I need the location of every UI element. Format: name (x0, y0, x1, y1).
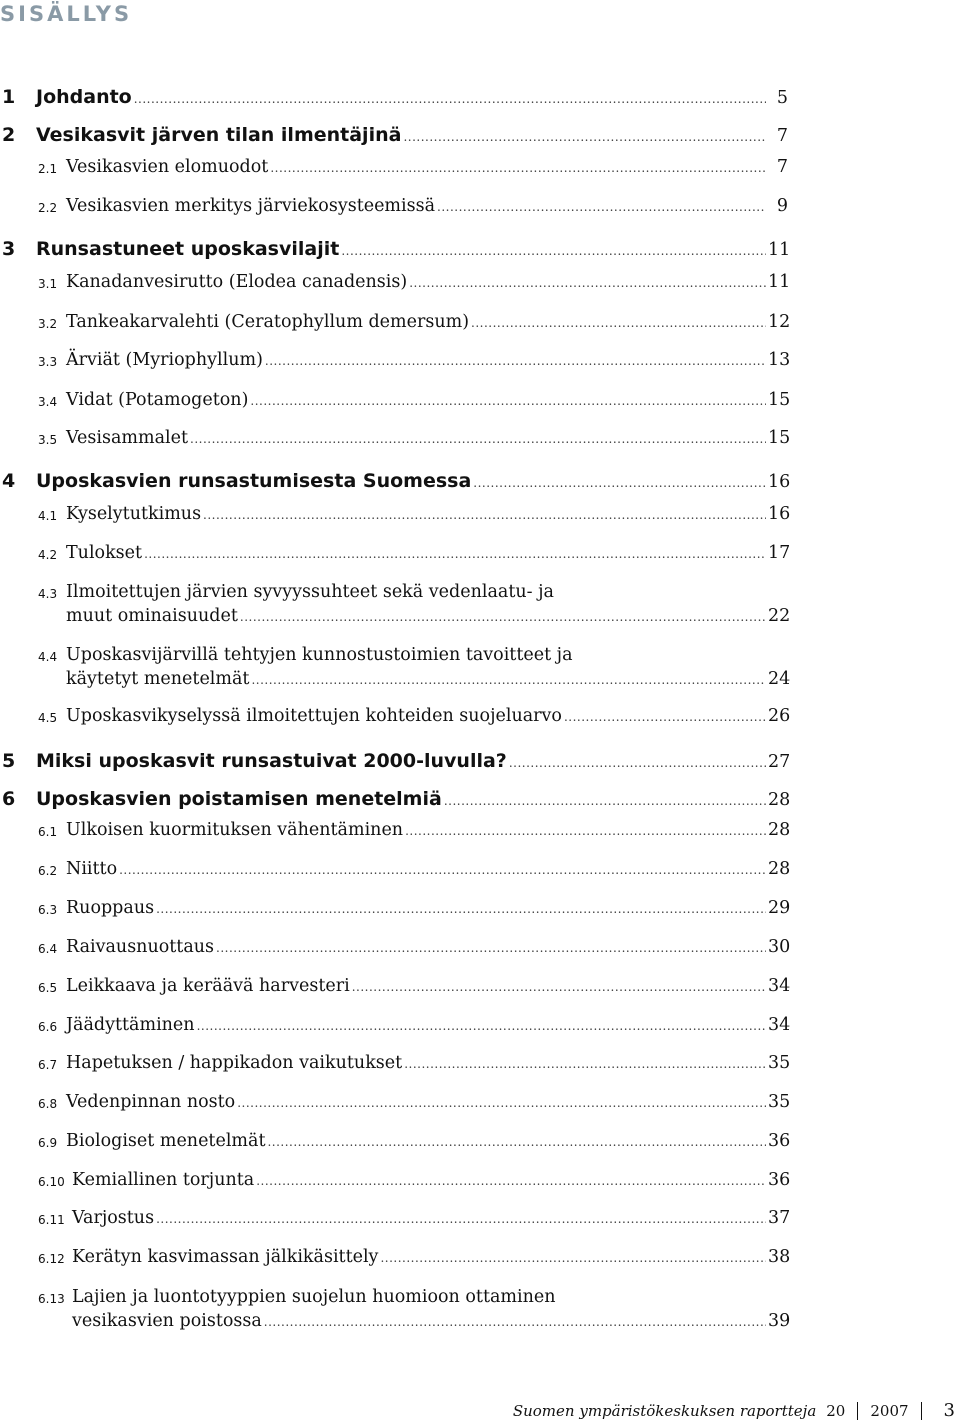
toc-entry-title: käytetyt menetelmät (66, 669, 250, 689)
dot-leader (264, 1315, 766, 1329)
toc-entry-number: 4.5 (38, 711, 58, 725)
dot-leader (267, 1135, 766, 1149)
dot-leader (265, 354, 766, 368)
toc-entry-title: Kanadanvesirutto (Elodea canadensis) (66, 272, 408, 292)
toc-entry-title: Uposkasvikyselyssä ilmoitettujen kohteiden suojeluarvo (66, 706, 562, 726)
dot-leader (134, 92, 766, 106)
toc-entry-title: Vesikasvit järven tilan ilmentäjinä (36, 124, 402, 146)
dot-leader (380, 1251, 766, 1265)
toc-entry-page-number: 7 (776, 126, 788, 146)
dot-leader (119, 863, 766, 877)
toc-entry-title: Miksi uposkasvit runsastuivat 2000-luvulla? (36, 750, 507, 772)
toc-entry-title: Johdanto (36, 86, 132, 108)
toc-entry-title: Vesikasvien merkitys järviekosysteemissä (66, 196, 436, 216)
dot-leader (509, 756, 766, 770)
dot-leader (564, 710, 766, 724)
footer-year: 2007 (870, 1402, 909, 1420)
toc-entry-number: 1 (2, 86, 16, 108)
toc-entry-title: Varjostus (72, 1208, 155, 1228)
toc-entry-number: 6.12 (38, 1252, 65, 1266)
toc-entry-title: Vesisammalet (66, 428, 188, 448)
toc-entry-page-number: 36 (768, 1131, 791, 1151)
toc-entry-page-number: 15 (768, 428, 791, 448)
toc-entry-title: Jäädyttäminen (66, 1015, 195, 1035)
toc-entry-number: 6.10 (38, 1175, 65, 1189)
toc-entry-number: 4.3 (38, 587, 58, 601)
dot-leader (250, 394, 766, 408)
toc-entry-number: 4.2 (38, 548, 58, 562)
dot-leader (156, 902, 766, 916)
dot-leader (156, 1212, 766, 1226)
toc-entry-page-number: 11 (768, 240, 791, 260)
toc-entry-page-number: 35 (768, 1092, 791, 1112)
toc-entry-title: Vesikasvien elomuodot (66, 157, 269, 177)
toc-entry-title: Tankeakarvalehti (Ceratophyllum demersum) (66, 312, 470, 332)
toc-entry-page-number: 13 (768, 350, 791, 370)
toc-entry-number: 2 (2, 124, 16, 146)
toc-entry-number: 6.6 (38, 1020, 58, 1034)
dot-leader (403, 130, 766, 144)
toc-entry-number: 6.3 (38, 903, 58, 917)
toc-entry-number: 5 (2, 750, 16, 772)
page-footer (513, 1400, 955, 1421)
toc-entry-number: 3.2 (38, 317, 58, 331)
toc-entry-page-number: 36 (768, 1170, 791, 1190)
toc-entry-number: 6.13 (38, 1292, 65, 1306)
toc-entry-title-line1: Uposkasvijärvillä tehtyjen kunnostustoimien tavoitteet ja (66, 645, 573, 665)
toc-entry-title: Vidat (Potamogeton) (66, 390, 249, 410)
toc-entry-page-number: 35 (768, 1053, 791, 1073)
dot-leader (473, 476, 766, 490)
toc-entry-title: Biologiset menetelmät (66, 1131, 266, 1151)
toc-entry-number: 2.2 (38, 201, 58, 215)
toc-entry-page-number: 16 (768, 504, 791, 524)
toc-entry-title: muut ominaisuudet (66, 606, 238, 626)
toc-entry-page-number: 16 (768, 472, 791, 492)
toc-entry-number: 4.1 (38, 509, 58, 523)
toc-entry-title: Vedenpinnan nosto (66, 1092, 236, 1112)
toc-entry-page-number: 30 (768, 937, 791, 957)
toc-entry-number: 6.11 (38, 1213, 65, 1227)
toc-entry-page-number: 7 (776, 157, 788, 177)
dot-leader (144, 547, 766, 561)
toc-entry-title: vesikasvien poistossa (72, 1311, 262, 1331)
toc-entry-page-number: 27 (768, 752, 791, 772)
dot-leader (203, 508, 766, 522)
toc-entry-number: 3.1 (38, 277, 58, 291)
dot-leader (352, 980, 766, 994)
toc-entry-page-number: 28 (768, 859, 791, 879)
toc-entry-number: 6.2 (38, 864, 58, 878)
toc-entry-page-number: 39 (768, 1311, 791, 1331)
dot-leader (444, 794, 766, 808)
toc-entry-page-number: 24 (768, 669, 791, 689)
toc-entry-number: 6.4 (38, 942, 58, 956)
toc-entry-page-number: 38 (768, 1247, 791, 1267)
dot-leader (237, 1096, 766, 1110)
toc-entry-page-number: 37 (768, 1208, 791, 1228)
toc-entry-number: 3 (2, 238, 16, 260)
toc-entry-title: Tulokset (66, 543, 143, 563)
toc-entry-title: Uposkasvien runsastumisesta Suomessa (36, 470, 472, 492)
dot-leader (240, 610, 766, 624)
toc-entry-title: Kemiallinen torjunta (72, 1170, 255, 1190)
toc-entry-number: 6.8 (38, 1097, 58, 1111)
toc-entry-page-number: 9 (776, 196, 788, 216)
toc-entry-page-number: 17 (768, 543, 791, 563)
toc-entry-page-number: 5 (776, 88, 788, 108)
toc-entry-title: Kerätyn kasvimassan jälkikäsittely (72, 1247, 379, 1267)
toc-entry-number: 3.4 (38, 395, 58, 409)
dot-leader (341, 244, 766, 258)
toc-entry-page-number: 15 (768, 390, 791, 410)
toc-entry-page-number: 29 (768, 898, 791, 918)
toc-entry-page-number: 28 (768, 820, 791, 840)
toc-entry-number: 2.1 (38, 162, 58, 176)
footer-page-number: 3 (943, 1400, 955, 1421)
toc-entry-title: Raivausnuottaus (66, 937, 215, 957)
toc-entry-page-number: 34 (768, 1015, 791, 1035)
toc-entry-title: Kyselytutkimus (66, 504, 202, 524)
toc-entry-number: 6.9 (38, 1136, 58, 1150)
toc-entry-number: 3.3 (38, 355, 58, 369)
toc-entry-title: Niitto (66, 859, 118, 879)
toc-entry-title: Runsastuneet uposkasvilajit (36, 238, 340, 260)
toc-entry-title: Ärviät (Myriophyllum) (66, 350, 263, 370)
dot-leader (409, 276, 766, 290)
dot-leader (197, 1019, 766, 1033)
toc-entry-number: 6.7 (38, 1058, 58, 1072)
dot-leader (405, 824, 766, 838)
toc-entry-number: 4 (2, 470, 16, 492)
footer-series-title: Suomen ympäristökeskuksen raportteja (512, 1402, 817, 1420)
toc-entry-title: Leikkaava ja keräävä harvesteri (66, 976, 350, 996)
toc-entry-title: Ruoppaus (66, 898, 155, 918)
footer-separator (857, 1402, 858, 1420)
dot-leader (256, 1174, 766, 1188)
dot-leader (270, 161, 766, 175)
toc-entry-page-number: 28 (768, 790, 791, 810)
toc-entry-title-line1: Lajien ja luontotyyppien suojelun huomioon ottaminen (72, 1287, 556, 1307)
footer-series-number: 20 (826, 1402, 846, 1420)
dot-leader (190, 432, 766, 446)
dot-leader (471, 316, 766, 330)
toc-entry-title: Hapetuksen / happikadon vaikutukset (66, 1053, 403, 1073)
toc-entry-number: 6.5 (38, 981, 58, 995)
toc-heading: SISÄLLYS (0, 2, 133, 26)
dot-leader (404, 1057, 766, 1071)
dot-leader (251, 673, 766, 687)
dot-leader (216, 941, 766, 955)
toc-entry-number: 3.5 (38, 433, 58, 447)
toc-entry-number: 6.1 (38, 825, 58, 839)
toc-entry-page-number: 22 (768, 606, 791, 626)
toc-entry-title: Uposkasvien poistamisen menetelmiä (36, 788, 442, 810)
toc-entry-page-number: 11 (768, 272, 791, 292)
toc-entry-page-number: 26 (768, 706, 791, 726)
toc-entry-title-line1: Ilmoitettujen järvien syvyyssuhteet sekä vedenlaatu- ja (66, 582, 554, 602)
dot-leader (437, 200, 766, 214)
toc-entry-page-number: 34 (768, 976, 791, 996)
footer-separator (921, 1402, 922, 1420)
toc-entry-page-number: 12 (768, 312, 791, 332)
toc-entry-title: Ulkoisen kuormituksen vähentäminen (66, 820, 404, 840)
toc-entry-number: 4.4 (38, 650, 58, 664)
toc-entry-number: 6 (2, 788, 16, 810)
